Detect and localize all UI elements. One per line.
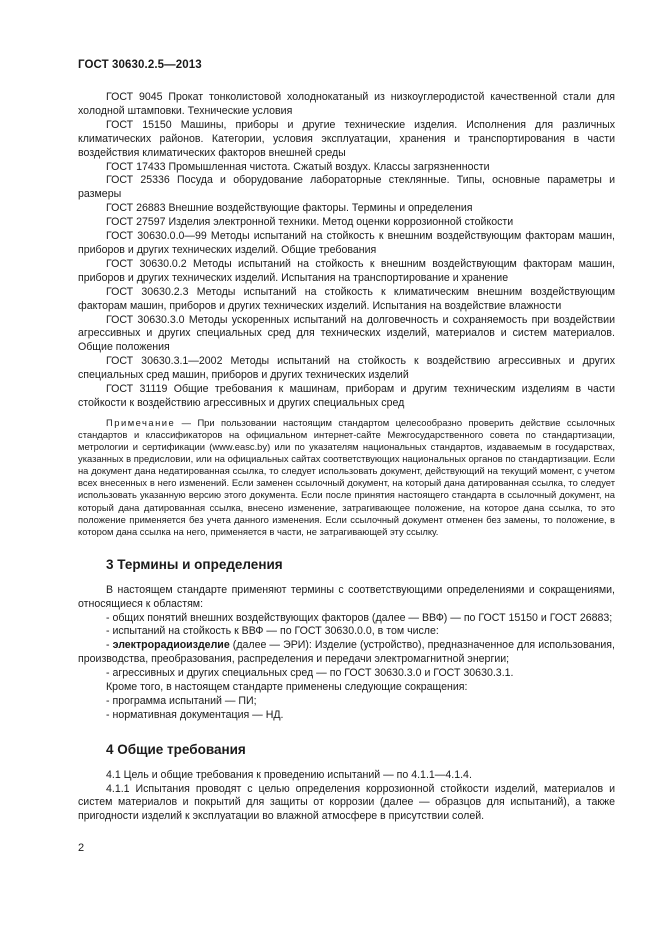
document-body xyxy=(78,91,615,824)
reference-item: ГОСТ 26883 Внешние воздействующие факторы. Термины и определения xyxy=(106,202,473,215)
reference-item: ГОСТ 9045 Прокат тонколистовой холоднокатаный из низкоуглеродистой качественной стали для холодной штамповки. Технические условия xyxy=(78,91,615,117)
list-item-prefix: - xyxy=(106,639,113,652)
reference-item: ГОСТ 30630.3.1—2002 Методы испытаний на стойкость к воздействию агрессивных и других специальных сред машин, приборов и других технических изделий xyxy=(78,355,615,382)
reference-item: ГОСТ 17433 Промышленная чистота. Сжатый воздух. Классы загрязненности xyxy=(106,160,490,173)
document-header: ГОСТ 30630.2.5—2013 xyxy=(78,59,202,71)
section-3-intro: В настоящем стандарте применяют термины с соответствующими определениями и сокращениями, относящиеся к областям: xyxy=(78,583,615,610)
paragraph: 4.1.1 Испытания проводят с целью определения коррозионной стойкости изделий, материалов и систем материалов и покрытий для защиты от коррозии (далее — образцов для испытаний), а также пригодности изделий к эксплуатации во влажной атмосфере в присутствии солей. xyxy=(78,782,615,823)
reference-item: ГОСТ 27597 Изделия электронной техники. Метод оценки коррозионной стойкости xyxy=(106,216,514,229)
list-item: - общих понятий внешних воздействующих факторов (далее — ВВФ) — по ГОСТ 15150 и ГОСТ 26883; xyxy=(106,611,613,624)
page-number: 2 xyxy=(78,842,85,854)
reference-item: ГОСТ 30630.2.3 Методы испытаний на стойкость к климатическим внешним воздействующим факторам машин, приборов и других технических изделий. Испытания на воздействие влажности xyxy=(78,285,615,312)
list-item: - испытаний на стойкость к ВВФ — по ГОСТ 30630.0.0, в том числе: xyxy=(106,625,439,638)
section-4-heading: 4 Общие требования xyxy=(106,741,246,757)
list-item xyxy=(78,639,615,667)
reference-item: ГОСТ 30630.0.0—99 Методы испытаний на стойкость к внешним воздействующим факторам машин, приборов и других технических изделий. Общие требования xyxy=(78,230,615,256)
list-item: - нормативная документация — НД. xyxy=(106,708,284,721)
term-definition: (далее — ЭРИ): Изделие (устройство), предназначенное для использования, производства, преобразования, распределения и передачи электромагнитной энергии; xyxy=(78,639,615,666)
note-label: Примечание xyxy=(106,416,176,428)
note-block xyxy=(78,417,615,538)
note-text: — При пользовании настоящим стандартом целесообразно проверить действие ссылочных стандартов и классификаторов на официальном интернет-сайте Межгосударственного совета по стандартизации, метрологии и сертификации (www.easc.by) или по указателям национальных стандартов, издаваемым в государствах, указанных в предисловии, или на официальных сайтах соответствующих национальных органов по стандартизации. Если на документ дана недатированная ссылка, то следует использовать документ, действующий на текущий момент, с учетом всех внесенных в него изменений. Если заменен ссылочный документ, на который дана датированная ссылка, то следует использовать указанную версию этого документа. Если после принятия настоящего стандарта в ссылочный документ, на который дана датированная ссылка, внесено изменение, затрагивающее положение, на которое дана ссылка, то это положение применяется без учета данного изменения. Если ссылочный документ отменен без замены, то положение, в котором дана ссылка на него, применяется в части, не затрагивающей эту ссылку. xyxy=(78,416,615,537)
reference-item: ГОСТ 30630.0.2 Методы испытаний на стойкость к внешним воздействующим факторам машин, приборов и других технических изделий. Испытания на транспортирование и хранение xyxy=(78,257,615,284)
reference-item: ГОСТ 25336 Посуда и оборудование лабораторные стеклянные. Типы, основные параметры и размеры xyxy=(78,174,615,201)
reference-item: ГОСТ 30630.3.0 Методы ускоренных испытаний на долговечность и сохраняемость при воздействии агрессивных и других специальных сред для технических изделий, материалов и систем материалов. Общие положения xyxy=(78,313,615,354)
reference-item: ГОСТ 31119 Общие требования к машинам, приборам и другим техническим изделиям в части стойкости к воздействию агрессивных и других специальных сред xyxy=(78,383,615,409)
abbreviations-intro: Кроме того, в настоящем стандарте применены следующие сокращения: xyxy=(106,681,468,694)
section-3-heading: 3 Термины и определения xyxy=(106,556,283,572)
paragraph: 4.1 Цель и общие требования к проведению испытаний — по 4.1.1—4.1.4. xyxy=(106,768,472,781)
list-item: - агрессивных и других специальных сред — по ГОСТ 30630.3.0 и ГОСТ 30630.3.1. xyxy=(106,667,514,680)
term-highlight: электрорадиоизделие xyxy=(112,639,230,652)
reference-item: ГОСТ 15150 Машины, приборы и другие технические изделия. Исполнения для различных климатических районов. Категории, условия эксплуатации, хранения и транспортирования в части воздействия климатических факторов внешней среды xyxy=(78,118,615,159)
list-item: - программа испытаний — ПИ; xyxy=(106,694,257,707)
